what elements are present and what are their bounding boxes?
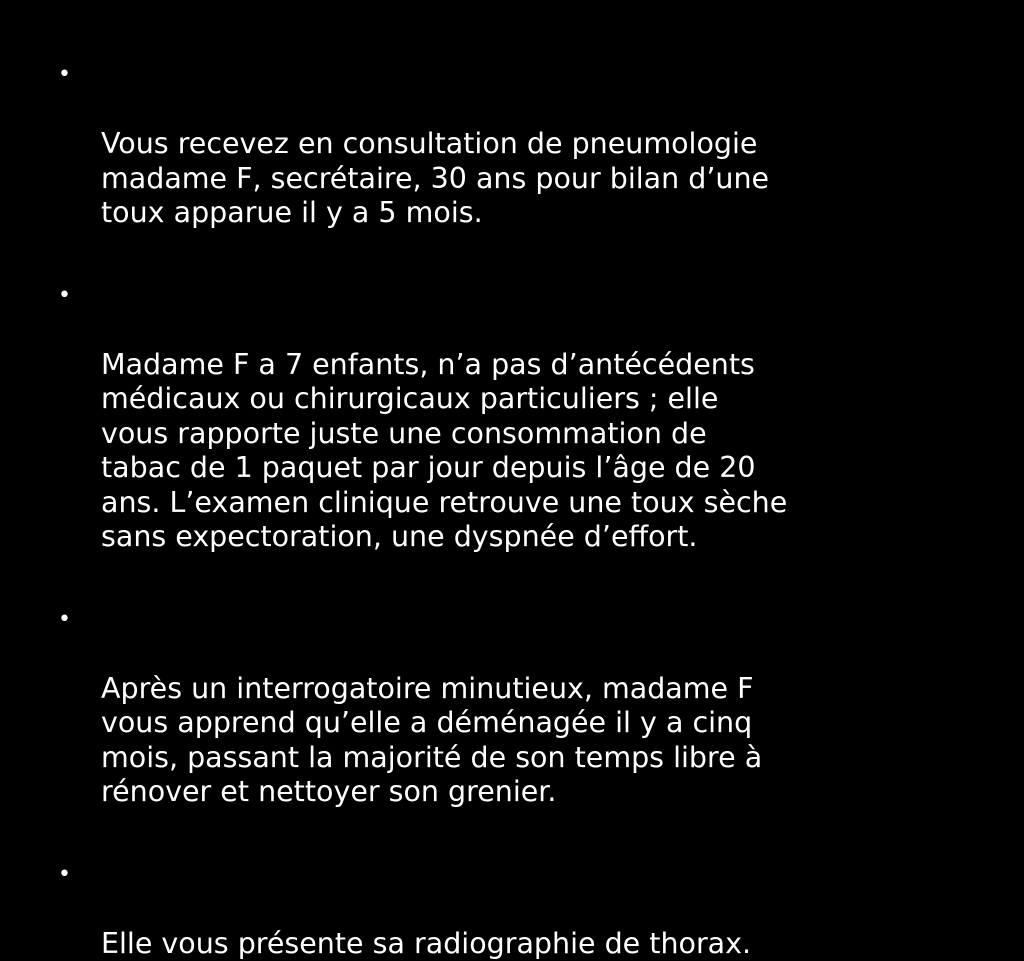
bullet-item-4 — [58, 858, 978, 961]
bullet-icon: • — [58, 603, 78, 638]
bullet-icon: • — [58, 858, 78, 893]
bullet-text-1: Vous recevez en consultation de pneumologie madame F, secrétaire, 30 ans pour bilan d’une toux apparue il y a 5 mois. — [101, 127, 769, 229]
bullet-text-4: Elle vous présente sa radiographie de thorax. — [101, 927, 751, 960]
bullet-text-3: Après un interrogatoire minutieux, madame F vous apprend qu’elle a déménagée il y a cinq mois, passant la majorité de son temps libre à rénover et nettoyer son grenier. — [101, 672, 762, 809]
bullet-item-1 — [58, 58, 978, 231]
bullet-item-3 — [58, 603, 978, 810]
bullet-text-2: Madame F a 7 enfants, n’a pas d’antécédents médicaux ou chirurgicaux particuliers ; elle vous rapporte juste une consommation de tabac de 1 paquet par jour depuis l’âge de 20 ans. L’examen clinique retrouve une toux sèche sans expectoration, une dyspnée d’effort. — [101, 348, 787, 554]
bullet-item-2 — [58, 279, 978, 555]
bullet-list — [58, 58, 978, 961]
bullet-icon: • — [58, 58, 78, 93]
bullet-icon: • — [58, 279, 78, 314]
